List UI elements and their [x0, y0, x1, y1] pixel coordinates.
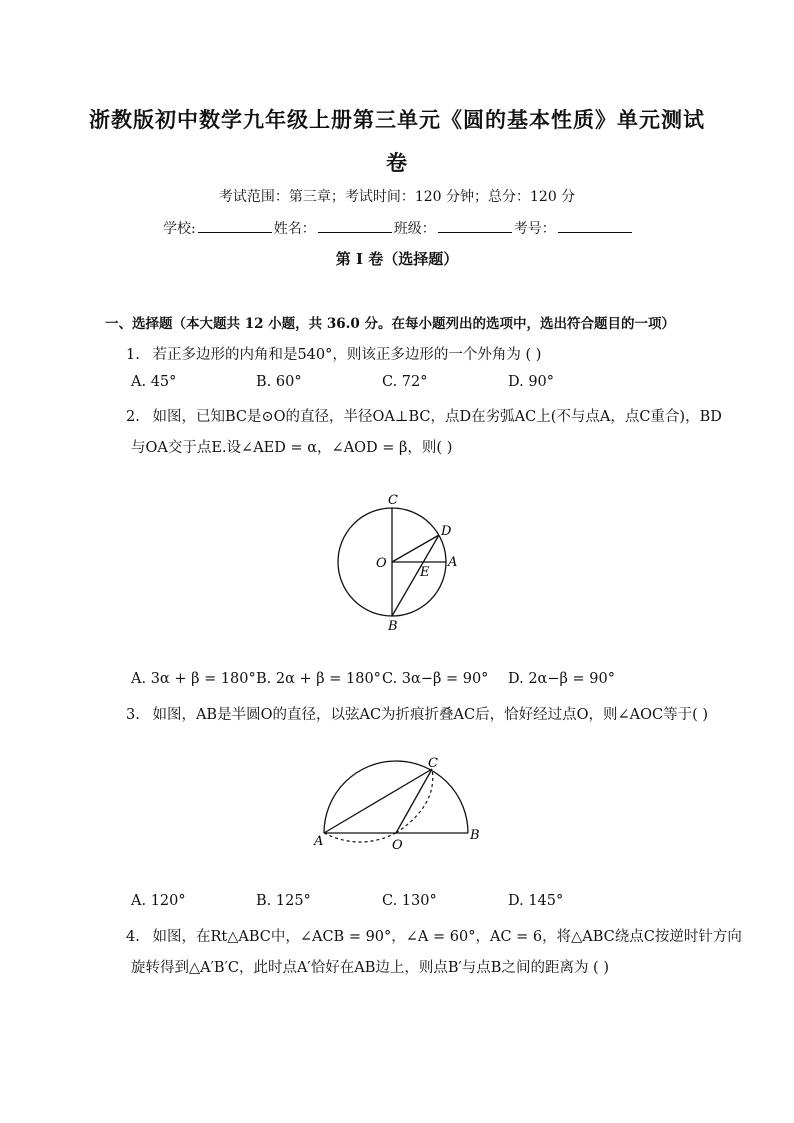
label-c: C — [388, 493, 398, 508]
question-2-line2: 与OA交于点E.设∠AED = α，∠AOD = β，则( ) — [131, 440, 453, 456]
question-1 — [126, 343, 541, 364]
number-label: 考号： — [513, 221, 556, 237]
volume-title: 第 I 卷（选择题） — [335, 250, 459, 268]
segment-bd — [392, 535, 439, 616]
question-text-line1: 如图，已知BC是⊙O的直径，半径OA⊥BC，点D在劣弧AC上(不与点A，点C重合)，BD — [152, 409, 722, 425]
question-number: 4. — [126, 929, 140, 945]
label-o: O — [376, 556, 387, 571]
question-text: 若正多边形的内角和是540°，则该正多边形的一个外角为 ( ) — [152, 347, 542, 363]
q1-option-c: C. 72° — [382, 374, 428, 390]
name-blank — [318, 220, 392, 233]
exam-info: 考试范围：第三章；考试时间：120 分钟；总分：120 分 — [218, 189, 576, 205]
question-number: 2. — [126, 409, 140, 425]
label-e: E — [420, 565, 430, 580]
label-c: C — [428, 756, 438, 771]
q2-figure-circle — [330, 490, 470, 635]
fields-row — [163, 218, 634, 238]
q1-option-a: A. 45° — [131, 374, 177, 390]
q1-option-d: D. 90° — [508, 374, 555, 390]
semicircle-arc — [324, 761, 468, 833]
q2-option-c: C. 3α−β = 90° — [382, 671, 489, 687]
name-label: 姓名： — [273, 221, 316, 237]
question-number: 1. — [126, 347, 140, 363]
question-2 — [126, 405, 722, 426]
label-a: A — [448, 555, 458, 570]
question-number: 3. — [126, 707, 140, 723]
q3-option-a: A. 120° — [131, 893, 186, 909]
q2-option-a: A. 3α + β = 180° — [131, 671, 256, 687]
q1-option-b: B. 60° — [256, 374, 302, 390]
class-blank — [438, 220, 512, 233]
q3-figure-semicircle — [310, 755, 490, 855]
label-a: A — [314, 834, 324, 849]
q2-option-d: D. 2α−β = 90° — [508, 671, 615, 687]
segment-od — [392, 535, 439, 562]
q3-option-c: C. 130° — [382, 893, 437, 909]
class-label: 班级： — [393, 221, 436, 237]
question-text-line1: 如图，在Rt△ABC中，∠ACB = 90°，∠A = 60°，AC = 6，将△ABC绕点C按逆时针方向 — [152, 929, 742, 945]
section-header: 一、选择题（本大题共 12 小题，共 36.0 分。在每小题列出的选项中，选出符合题目的一项） — [105, 316, 675, 332]
question-3 — [126, 703, 708, 724]
document-title-line1: 浙教版初中数学九年级上册第三单元《圆的基本性质》单元测试 — [89, 108, 705, 132]
school-blank — [198, 220, 272, 233]
label-d: D — [441, 524, 452, 539]
school-label: 学校: — [163, 221, 196, 237]
document-title-line2: 卷 — [386, 151, 408, 175]
folded-arc-lower — [324, 833, 396, 842]
label-o: O — [392, 838, 403, 853]
question-text: 如图，AB是半圆O的直径，以弦AC为折痕折叠AC后，恰好经过点O，则∠AOC等于( ) — [152, 707, 709, 723]
label-b: B — [470, 828, 480, 843]
chord-ac — [324, 769, 432, 833]
q2-option-b: B. 2α + β = 180° — [256, 671, 381, 687]
question-4 — [126, 925, 742, 946]
number-blank — [558, 220, 632, 233]
q3-option-d: D. 145° — [508, 893, 564, 909]
q3-option-b: B. 125° — [256, 893, 311, 909]
question-4-line2: 旋转得到△A′B′C，此时点A′恰好在AB边上，则点B′与点B之间的距离为 ( ) — [131, 960, 609, 976]
label-b: B — [388, 619, 398, 634]
